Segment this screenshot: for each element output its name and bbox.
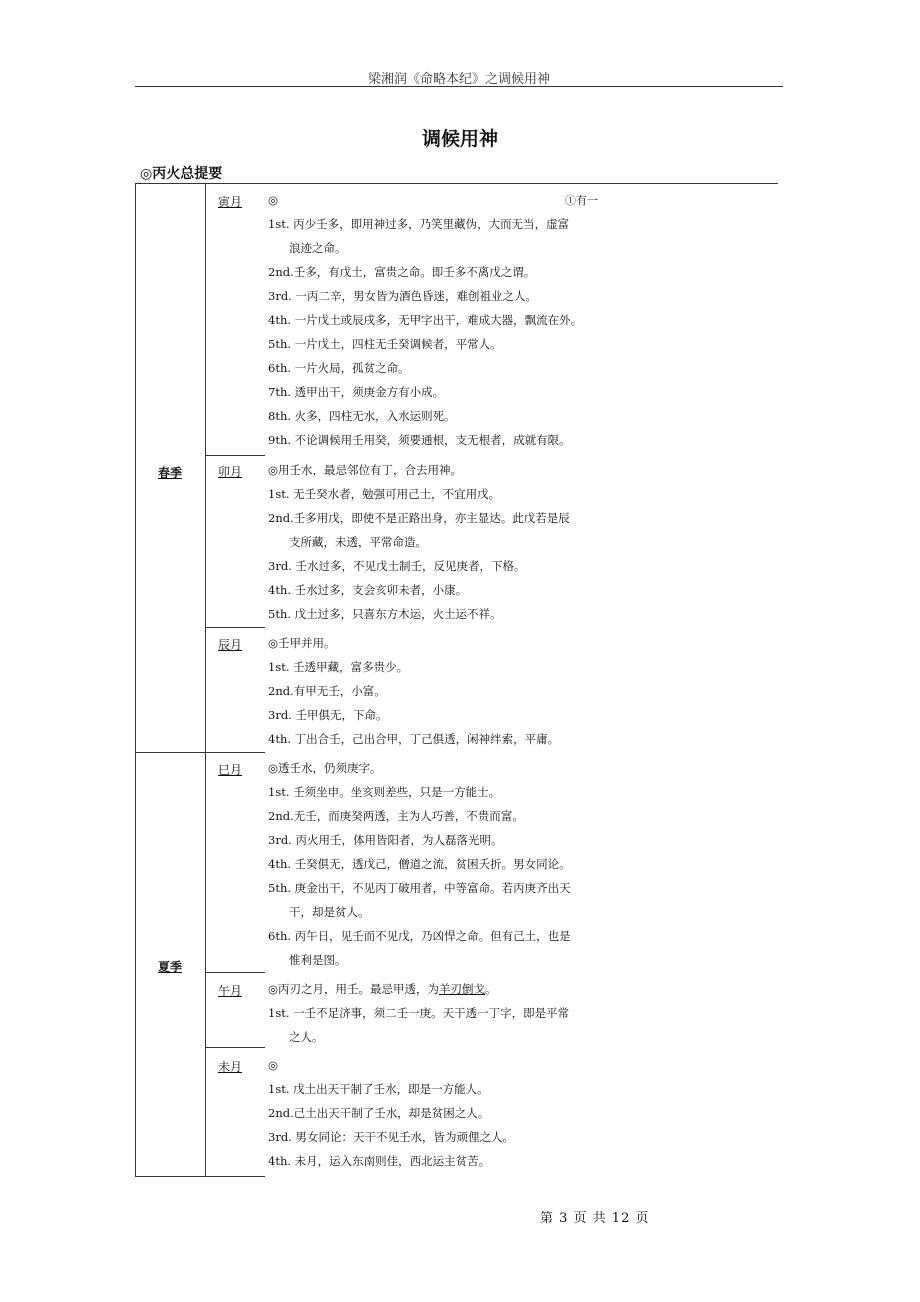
content-line: 3rd. 壬甲俱无，下命。: [268, 708, 388, 722]
table-left-border: [135, 183, 136, 1176]
month-label-wei: 未月: [217, 1060, 242, 1074]
content-line: 2nd.无壬，而庚癸两透，主为人巧善，不贵而富。: [268, 809, 524, 823]
content-line: 3rd. 男女同论：天干不见壬水，皆为顽俚之人。: [268, 1130, 514, 1144]
content-line: 4th. 壬癸俱无，透戊己，僧道之流，贫困夭折。男女同论。: [268, 857, 571, 871]
content-line: 惟利是图。: [289, 953, 347, 967]
month-label-yin: 寅月: [217, 195, 242, 209]
content-line: 1st. 无壬癸水者，勉强可用己土，不宜用戊。: [268, 487, 501, 501]
season-label-summer: 夏季: [157, 960, 182, 974]
content-line: 浪迹之命。: [289, 241, 347, 255]
content-line: 3rd. 一丙二辛，男女皆为酒色昏迷，难创祖业之人。: [268, 289, 537, 303]
page-number-footer: 第 3 页 共 12 页: [540, 1211, 650, 1226]
content-line: 1st. 壬透甲藏，富多贵少。: [268, 660, 409, 674]
section-divider: [135, 183, 778, 184]
month-content-chen: [268, 631, 560, 751]
content-line: 4th. 未月，运入东南则佳，西北运主贫苦。: [268, 1154, 491, 1168]
season-label-spring: 春季: [157, 466, 182, 480]
month-content-wei: [268, 1053, 560, 1173]
content-text: 。: [485, 982, 497, 996]
content-line: 4th. 丁出合壬，己出合甲，丁己俱透，闲神绊索，平庸。: [268, 732, 560, 746]
content-line: 8th. 火多，四柱无水，入水运则死。: [268, 409, 456, 423]
month-divider: [205, 1047, 265, 1048]
content-line: 2nd.壬多用戊，即使不是正路出身，亦主显达。此戊若是辰: [268, 511, 570, 525]
section-heading: ◎丙火总提要: [140, 166, 223, 182]
content-line: ◎: [268, 1058, 279, 1072]
month-label-chen: 辰月: [217, 638, 242, 652]
content-line: ◎用壬水，最忌邻位有丁，合去用神。: [268, 463, 463, 477]
content-line: 1st. 戊土出天干制了壬水，即是一方能人。: [268, 1082, 489, 1096]
content-line: 4th. 一片戊土或辰戌多，无甲字出干，难成大器，飘流在外。: [268, 313, 583, 327]
table-bottom-border: [135, 1176, 265, 1177]
season-column-divider: [205, 183, 206, 1176]
content-line: 支所藏，未透，平常命造。: [289, 535, 427, 549]
header-divider: [135, 86, 783, 87]
content-line: 3rd. 壬水过多，不见戊土制壬，反见庚者，下格。: [268, 559, 526, 573]
content-line: 1st. 丙少壬多，即用神过多，乃笑里藏伪，大而无当，虚富: [268, 217, 570, 231]
content-line: 1st. 一壬不足济事，须二壬一庚。天干透一丁字，即是平常: [268, 1006, 570, 1020]
month-divider: [205, 972, 265, 973]
content-line: 之人。: [289, 1030, 324, 1044]
month-divider: [205, 455, 265, 456]
season-divider: [135, 752, 265, 753]
content-line: ◎壬甲并用。: [268, 636, 336, 650]
month-label-wu: 午月: [217, 984, 242, 998]
content-text: ◎丙刃之月，用壬。最忌甲透，为: [268, 982, 440, 996]
content-line: 1st. 壬须坐申。坐亥则差些，只是一方能士。: [268, 785, 501, 799]
content-line: 6th. 丙午日，见壬而不见戊，乃凶悍之命。但有己土，也是: [268, 929, 571, 943]
content-line: 4th. 壬水过多，支会亥卯未者，小康。: [268, 583, 468, 597]
content-line: 2nd.己土出天干制了壬水，却是贫困之人。: [268, 1106, 490, 1120]
content-line: 2nd.壬多，有戊土，富贵之命。即壬多不离戊之谓。: [268, 265, 536, 279]
side-note: ①有一: [565, 194, 598, 207]
underlined-term: 羊刃倒戈: [439, 982, 486, 996]
content-line: 5th. 戊土过多，只喜东方木运，火土运不祥。: [268, 607, 502, 621]
month-content-mao: [268, 458, 570, 626]
content-line: 5th. 一片戊土，四柱无壬癸调候者，平常人。: [268, 337, 502, 351]
content-line: ◎: [268, 193, 279, 207]
month-content-si: [268, 756, 571, 972]
content-line: [268, 977, 560, 1001]
content-line: 5th. 庚金出干，不见丙丁破用者，中等富命。若丙庚齐出天: [268, 881, 571, 895]
page-title: 调候用神: [421, 128, 498, 150]
content-line: ◎透壬水，仍须庚字。: [268, 761, 382, 775]
month-label-si: 巳月: [217, 763, 242, 777]
page-header: 梁湘润《命略本纪》之调候用神: [367, 72, 550, 87]
content-line: 干，却是贫人。: [289, 905, 370, 919]
content-line: 2nd.有甲无壬，小富。: [268, 684, 386, 698]
content-line: 6th. 一片火局，孤贫之命。: [268, 361, 410, 375]
content-line: 3rd. 丙火用壬，体用皆阳者，为人磊落光明。: [268, 833, 503, 847]
content-line: 7th. 透甲出干，须庚金方有小成。: [268, 385, 445, 399]
month-label-mao: 卯月: [217, 465, 242, 479]
month-content-wu: [268, 977, 570, 1049]
month-divider: [205, 627, 265, 628]
content-line: 9th. 不论调候用壬用癸，须要通根，支无根者，成就有限。: [268, 433, 571, 447]
